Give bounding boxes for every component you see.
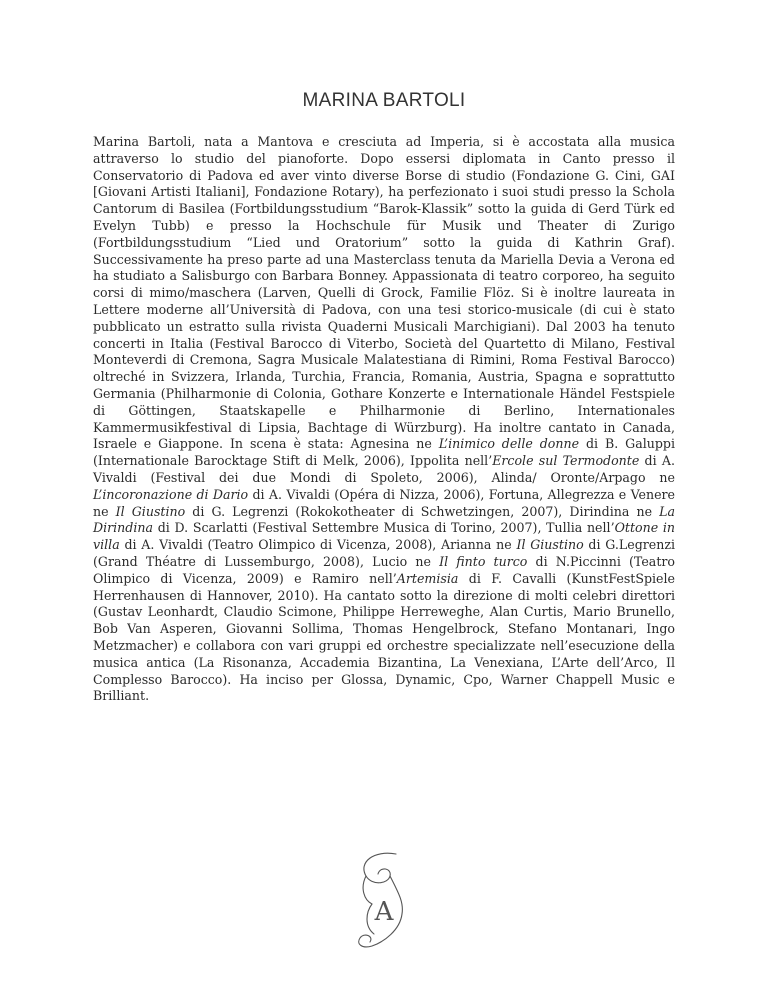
bio-text-segment: di G.Legrenzi (Grand Théatre di Lussemburgo, 2008), Lucio ne <box>93 537 675 569</box>
work-title: Il Giustino <box>516 537 584 553</box>
bio-text-segment: di B. Galuppi (Internationale Barocktage Stift di Melk, 2006), Ippolita nell’ <box>93 436 675 469</box>
work-title: L’incoronazione di Dario <box>93 486 249 502</box>
work-title: Ottone in villa <box>93 520 675 553</box>
work-title: La Dirindina <box>93 503 675 536</box>
work-title: L’inimico delle donne <box>438 436 580 452</box>
bio-text-segment: di N.Piccinni (Teatro Olimpico di Vicenza, 2009) e Ramiro nell’ <box>93 553 675 586</box>
monogram-svg <box>344 848 424 952</box>
bio-text-segment: di D. Scarlatti (Festival Settembre Musica di Torino, 2007), Tullia nell’ <box>153 520 615 536</box>
ornamental-monogram-icon <box>344 848 424 952</box>
bio-text-segment: di G. Legrenzi (Rokokotheater di Schwetzingen, 2007), Dirindina ne <box>185 503 660 519</box>
bio-text-segment: di A. Vivaldi (Festival dei due Mondi di Spoleto, 2006), Alinda/ Oronte/Arpago ne <box>93 453 675 485</box>
work-title: Il finto turco <box>439 553 528 569</box>
bio-text-segment: di A. Vivaldi (Opéra di Nizza, 2006), Fortuna, Allegrezza e Venere ne <box>93 486 675 519</box>
bio-text-segment: di A. Vivaldi (Teatro Olimpico di Vicenza, 2008), Arianna ne <box>119 537 517 553</box>
bio-text-segment: di F. Cavalli (KunstFestSpiele Herrenhausen di Hannover, 2010). Ha cantato sotto la direzione di molti celebri direttori (Gustav Leonhardt, Claudio Scimone, Philippe Herreweghe, Alan Curtis, Mario Brunello, Bob Van Asperen, Giovanni Sollima, Thomas Hengelbrock, Stefano Montanari, Ingo Metzmacher) e collabora con vari gruppi ed orchestre specializzate nell’esecuzione della musica antica (La Risonanza, Accademia Bizantina, La Venexiana, L’Arte dell’Arco, Il Complesso Barocco). Ha inciso per Glossa, Dynamic, Cpo, Warner Chappell Music e Brilliant. <box>93 570 675 704</box>
page-title: MARINA BARTOLI <box>302 90 466 111</box>
flourish-inner <box>367 904 374 934</box>
biography-text <box>93 134 675 705</box>
work-title: Il Giustino <box>115 503 186 519</box>
work-title: Artemisia <box>396 570 459 586</box>
bio-text-segment: Marina Bartoli, nata a Mantova e cresciuta ad Imperia, si è accostata alla musica attraverso lo studio del pianoforte. Dopo essersi diplomata in Canto presso il Conservatorio di Padova ed aver vinto diverse Borse di studio (Fondazione G. Cini, GAI [Giovani Artisti Italiani], Fondazione Rotary), ha perfezionato i suoi studi presso la Schola Cantorum di Basilea (Fortbildungsstudium “Barok-Klassik” sotto la guida di Gerd Türk ed Evelyn Tubb) e presso la Hochschule für Musik und Theater di Zurigo (Fortbildungsstudium “Lied und Oratorium” sotto la guida di Kathrin Graf). Successivamente ha preso parte ad una Masterclass tenuta da Mariella Devia a Verona ed ha studiato a Salisburgo con Barbara Bonney. Appassionata di teatro corporeo, ha seguito corsi di mimo/maschera (Larven, Quelli di Grock, Familie Flöz. Si è inoltre laureata in Lettere moderne all’Università di Padova, con una tesi storico-musicale (di cui è stato pubblicato un estratto sulla rivista Quaderni Musicali Marchigiani). Dal 2003 ha tenuto concerti in Italia (Festival Barocco di Viterbo, Società del Quartetto di Milano, Festival Monteverdi di Cremona, Sagra Musicale Malatestiana di Rimini, Roma Festival Barocco) oltreché in Svizzera, Irlanda, Turchia, Francia, Romania, Austria, Spagna e soprattutto Germania (Philharmonie di Colonia, Gothare Konzerte e Internationale Händel Festspiele di Göttingen, Staatskapelle e Philharmonie di Berlino, Internationales Kammermusikfestival di Lipsia, Bachtage di Würzburg). Ha inoltre cantato in Canada, Israele e Giappone. In scena è stata: Agnesina ne <box>93 134 675 452</box>
work-title: Ercole sul Termodonte <box>492 453 640 469</box>
monogram-letter: A <box>374 897 394 927</box>
